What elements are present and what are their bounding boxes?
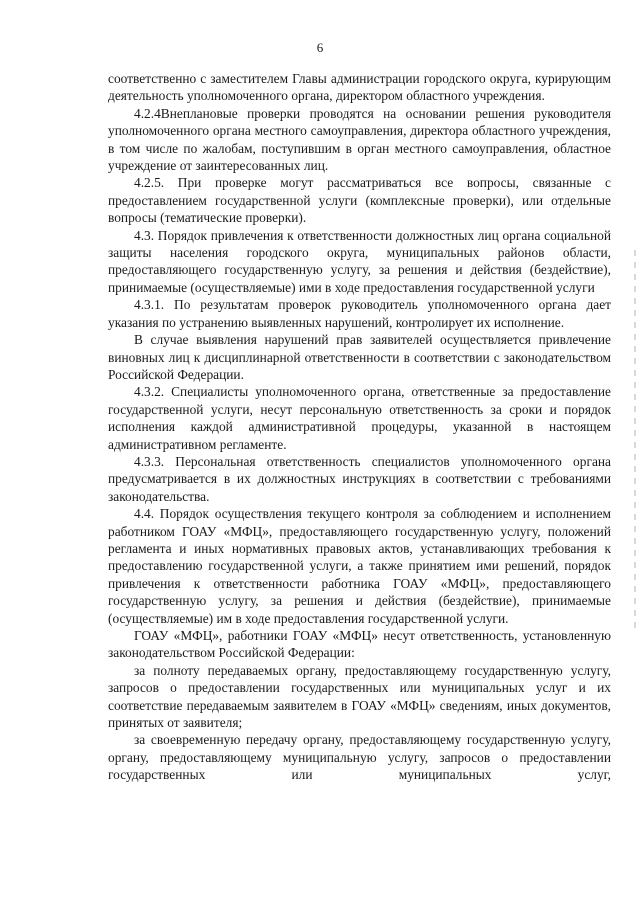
section-heading-4-4: 4.4. Порядок осуществления текущего контроля за соблюдением и исполнением работником ГОАУ «МФЦ», предоставляющего государственную услугу, положений регламента и иных нормативных правовых актов, устанавливающих требования к предоставлению государственной услуги, а также принятием ими решений, порядок привлечения к ответственности работника ГОАУ «МФЦ», предоставляющего государственную услугу, за решения и действия (бездействие), принимаемые (осуществляемые) им в ходе предоставления государственной услуги. xyxy=(108,506,611,626)
paragraph: 4.3.3. Персональная ответственность специалистов уполномоченного органа предусматривается в их должностных инструкциях в соответствии с требованиями законодательства. xyxy=(108,453,611,504)
document-body xyxy=(108,70,611,784)
list-item: за полноту передаваемых органу, предоставляющему государственную услугу, запросов о предоставлении государственных или муниципальных услуг и их соответствие передаваемым заявителем в ГОАУ «МФЦ» сведениям, иных документов, принятых от заявителя; xyxy=(108,662,611,731)
paragraph: 4.3.1. По результатам проверок руководитель уполномоченного органа дает указания по устранению выявленных нарушений, контролирует их исполнение. xyxy=(108,297,611,330)
page-number: 6 xyxy=(316,40,324,55)
paragraph: 4.2.4Внеплановые проверки проводятся на основании решения руководителя уполномоченного органа местного самоуправления, директора областного учреждения, в том числе по жалобам, поступившим в орган местного самоуправления, областное учреждение от заинтересованных лиц. xyxy=(108,105,611,174)
paragraph: 4.3.2. Специалисты уполномоченного органа, ответственные за предоставление государственной услуги, несут персональную ответственность за сроки и порядок исполнения каждой административной процедуры, указанной в настоящем административном регламенте. xyxy=(108,384,611,452)
paragraph: соответственно с заместителем Главы администрации городского округа, курирующим деятельность уполномоченного органа, директором областного учреждения. xyxy=(108,71,611,104)
paragraph: В случае выявления нарушений прав заявителей осуществляется привлечение виновных лиц к дисциплинарной ответственности в соответствии с законодательством Российской Федерации. xyxy=(108,332,611,382)
scan-edge-mark xyxy=(634,250,636,630)
paragraph: 4.2.5. При проверке могут рассматриваться все вопросы, связанные с предоставлением государственной услуги (комплексные проверки), или отдельные вопросы (тематические проверки). xyxy=(108,175,611,226)
list-item: за своевременную передачу органу, предоставляющему государственную услугу, органу, предоставляющему муниципальную услугу, запросов о предоставлении государственных или муниципальных услуг, xyxy=(108,732,611,783)
section-heading-4-3: 4.3. Порядок привлечения к ответственности должностных лиц органа социальной защиты населения городского округа, муниципальных районов области, предоставляющего государственную услугу, за решения и действия (бездействие), принимаемые (осуществляемые) ими в ходе предоставления государственной услуги xyxy=(108,227,611,295)
paragraph: ГОАУ «МФЦ», работники ГОАУ «МФЦ» несут ответственность, установленную законодательством Российской Федерации: xyxy=(108,628,611,661)
